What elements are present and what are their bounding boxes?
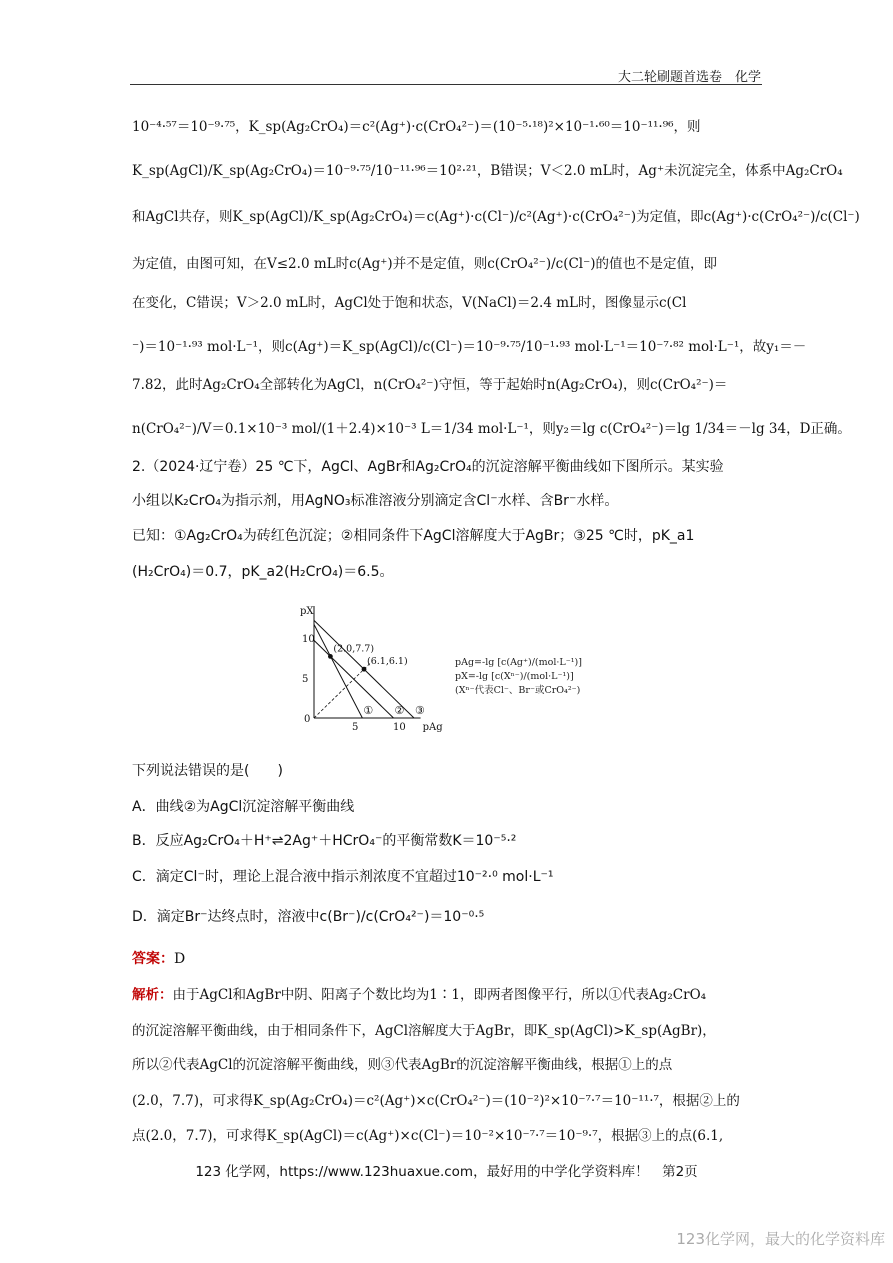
series-line	[314, 624, 362, 718]
text-line: 10⁻⁴·⁵⁷＝10⁻⁹·⁷⁵，K_sp(Ag₂CrO₄)＝c²(Ag⁺)·c(CrO₄²⁻)＝(10⁻⁵·¹⁸)²×10⁻¹·⁶⁰＝10⁻¹¹·⁹⁶，则	[132, 119, 701, 135]
explanation-line: 所以②代表AgCl的沉淀溶解平衡曲线，则③代表AgBr的沉淀溶解平衡曲线，根据①上的点	[132, 1057, 673, 1073]
text-line: 和AgCl共存，则K_sp(AgCl)/K_sp(Ag₂CrO₄)＝c(Ag⁺)·c(Cl⁻)/c²(Ag⁺)·c(CrO₄²⁻)为定值，即c(Ag⁺)·c(CrO₄²⁻)/c(Cl⁻)	[132, 209, 860, 225]
x-tick-label: 10	[393, 722, 406, 733]
x-axis-label: pAg	[422, 722, 443, 733]
explanation-label: 解析：	[132, 987, 173, 1003]
legend-line: (Xⁿ⁻代表Cl⁻、Br⁻或CrO₄²⁻)	[455, 685, 581, 696]
page-footer: 123 化学网，https://www.123huaxue.com，最好用的中学化学资料库！ 第2页	[195, 1164, 698, 1180]
x-tick-label: 5	[352, 722, 359, 733]
answer-row	[132, 950, 185, 968]
question-stem: 已知：①Ag₂CrO₄为砖红色沉淀；②相同条件下AgCl溶解度大于AgBr；③25 ℃时，pK_a1	[132, 528, 695, 544]
option-d: D．滴定Br⁻达终点时，溶液中c(Br⁻)/c(CrO₄²⁻)＝10⁻⁰·⁵	[132, 909, 485, 925]
y-tick-label: 10	[302, 634, 315, 645]
series-label: ①	[363, 704, 374, 717]
text-line: n(CrO₄²⁻)/V＝0.1×10⁻³ mol/(1＋2.4)×10⁻³ L＝1/34 mol·L⁻¹，则y₂＝lg c(CrO₄²⁻)＝lg 1/34＝－lg 34，D正确。	[132, 421, 851, 437]
text-line: ⁻)＝10⁻¹·⁹³ mol·L⁻¹，则c(Ag⁺)＝K_sp(AgCl)/c(Cl⁻)＝10⁻⁹·⁷⁵/10⁻¹·⁹³ mol·L⁻¹＝10⁻⁷·⁸² mol·L⁻¹，故y₁＝－	[132, 339, 807, 355]
option-a: A．曲线②为AgCl沉淀溶解平衡曲线	[132, 799, 355, 815]
series-label: ③	[415, 704, 425, 717]
point-label: (6.1,6.1)	[367, 656, 408, 668]
page-header: 大二轮刷题首选卷 化学	[617, 70, 761, 85]
text-line: K_sp(AgCl)/K_sp(Ag₂CrO₄)＝10⁻⁹·⁷⁵/10⁻¹¹·⁹⁶＝10²·²¹，B错误；V＜2.0 mL时，Ag⁺未沉淀完全，体系中Ag₂CrO₄	[132, 163, 843, 179]
explanation-line: 点(2.0，7.7)，可求得K_sp(AgCl)＝c(Ag⁺)×c(Cl⁻)＝10⁻²×10⁻⁷·⁷＝10⁻⁹·⁷，根据③上的点(6.1,	[132, 1128, 724, 1144]
data-point	[362, 667, 367, 672]
question-stem: 2.（2024·辽宁卷）25 ℃下，AgCl、AgBr和Ag₂CrO₄的沉淀溶解平衡曲线如下图所示。某实验	[132, 459, 724, 475]
explanation-text: 由于AgCl和AgBr中阴、阳离子个数比均为1∶1，即两者图像平行，所以①代表Ag₂CrO₄	[172, 987, 707, 1003]
question-stem: (H₂CrO₄)＝0.7，pK_a2(H₂CrO₄)＝6.5。	[132, 564, 394, 580]
question-stem: 小组以K₂CrO₄为指示剂，用AgNO₃标准溶液分别滴定含Cl⁻水样、含Br⁻水样。	[132, 493, 619, 509]
answer-value: D	[174, 951, 186, 967]
chart-legend	[455, 656, 582, 698]
text-line: 为定值，由图可知，在V≤2.0 mL时c(Ag⁺)并不是定值，则c(CrO₄²⁻)/c(Cl⁻)的值也不是定值，即	[132, 256, 718, 272]
y-axis-label: pX	[300, 606, 314, 617]
y-tick-label: 5	[302, 674, 309, 685]
point-label: (2.0,7.7)	[333, 643, 375, 655]
option-c: C．滴定Cl⁻时，理论上混合液中指示剂浓度不宜超过10⁻²·⁰ mol·L⁻¹	[132, 869, 554, 885]
answer-label: 答案：	[132, 951, 174, 967]
origin-label: 0	[304, 714, 311, 725]
watermark: 123化学网，最大的化学资料库	[676, 1230, 885, 1248]
text-line: 7.82，此时Ag₂CrO₄全部转化为AgCl，n(CrO₄²⁻)守恒，等于起始时n(Ag₂CrO₄)，则c(CrO₄²⁻)＝	[132, 377, 728, 393]
text-line: 在变化，C错误；V＞2.0 mL时，AgCl处于饱和状态，V(NaCl)＝2.4 mL时，图像显示c(Cl	[132, 295, 687, 311]
legend-line: pX=-lg [c(Xⁿ⁻)/(mol·L⁻¹)]	[455, 671, 574, 682]
explanation-line: 的沉淀溶解平衡曲线，由于相同条件下，AgCl溶解度大于AgBr，即K_sp(AgCl)>K_sp(AgBr)，	[132, 1023, 716, 1039]
option-b: B．反应Ag₂CrO₄＋H⁺⇌2Ag⁺＋HCrO₄⁻的平衡常数K＝10⁻⁵·²	[132, 833, 517, 849]
data-point	[328, 654, 333, 659]
series-label: ②	[394, 704, 405, 717]
explanation-line: (2.0，7.7)，可求得K_sp(Ag₂CrO₄)＝c²(Ag⁺)×c(CrO₄²⁻)＝(10⁻²)²×10⁻⁷·⁷＝10⁻¹¹·⁷，根据②上的	[132, 1093, 740, 1109]
question-prompt: 下列说法错误的是( )	[132, 763, 283, 779]
legend-line: pAg=-lg [c(Ag⁺)/(mol·L⁻¹)]	[455, 657, 582, 668]
explanation-line	[132, 986, 706, 1004]
